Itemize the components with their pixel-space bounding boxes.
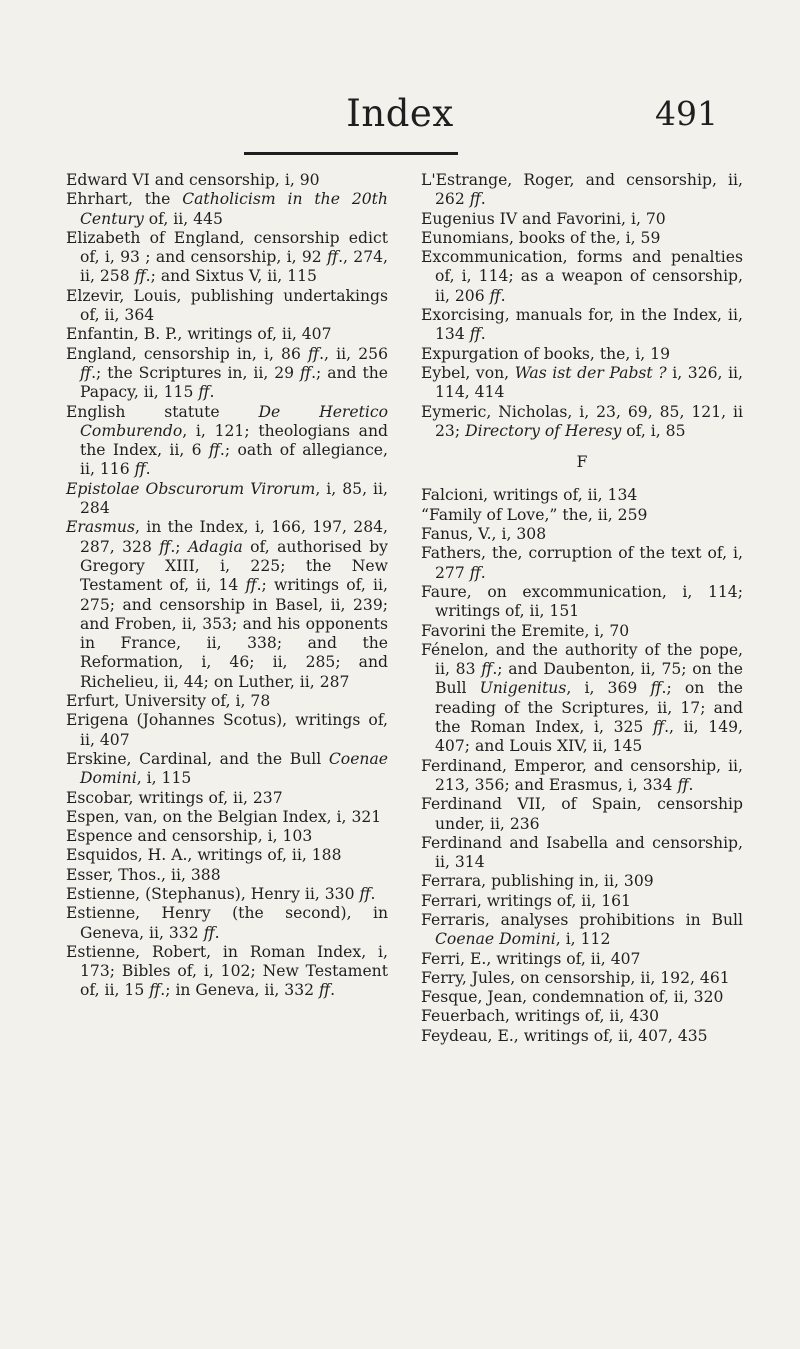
index-entry: Falcioni, writings of, ii, 134 — [421, 486, 638, 505]
index-entry: Fesque, Jean, condemnation of, ii, 320 — [421, 988, 724, 1007]
index-entry: Fathers, the, corruption of the text of, i, 277 ff. — [421, 544, 743, 582]
right-entries-e — [421, 171, 743, 441]
index-entry: Esquidos, H. A., writings of, ii, 188 — [66, 846, 342, 865]
page-title: Index — [346, 92, 454, 135]
index-entry: Ferraris, analyses prohibitions in Bull Coenae Domini, i, 112 — [421, 910, 743, 949]
page-header — [0, 92, 800, 152]
index-entry: Estienne, (Stephanus), Henry ii, 330 ff. — [66, 884, 376, 903]
index-entry: Eunomians, books of the, i, 59 — [421, 228, 661, 247]
index-entry: Ferri, E., writings of, ii, 407 — [421, 949, 641, 968]
index-entry: Feuerbach, writings of, ii, 430 — [421, 1007, 660, 1026]
index-entry: Erskine, Cardinal, and the Bull Coenae Domini, i, 115 — [66, 749, 388, 788]
index-entry: Epistolae Obscurorum Virorum, i, 85, ii, 284 — [66, 479, 388, 518]
index-entry: Eybel, von, Was ist der Pabst ? i, 326, ii, 114, 414 — [421, 363, 744, 402]
index-entry: Ferdinand and Isabella and censorship, ii, 314 — [421, 833, 743, 872]
index-entry: English statute De Heretico Comburendo, i, 121; theologians and the Index, ii, 6 ff.; oath of allegiance, ii, 116 ff. — [66, 402, 388, 479]
index-entry: Ferrara, publishing in, ii, 309 — [421, 872, 654, 891]
index-entry: Erigena (Johannes Scotus), writings of, ii, 407 — [66, 711, 388, 749]
index-entry: Ferdinand VII, of Spain, censorship under, ii, 236 — [421, 795, 743, 833]
index-entry: Escobar, writings of, ii, 237 — [66, 788, 283, 807]
index-entry: Feydeau, E., writings of, ii, 407, 435 — [421, 1026, 708, 1045]
index-entry: Expurgation of books, the, i, 19 — [421, 344, 671, 363]
right-entries-f — [421, 486, 743, 1046]
index-entry: Exorcising, manuals for, in the Index, ii, 134 ff. — [421, 306, 743, 344]
index-entry: Eymeric, Nicholas, i, 23, 69, 85, 121, ii 23; Directory of Heresy of, i, 85 — [421, 402, 743, 440]
page-number: 491 — [655, 94, 718, 133]
index-entry: Fanus, V., i, 308 — [421, 525, 547, 544]
index-entry: Espence and censorship, i, 103 — [66, 827, 313, 846]
index-entry: Erasmus, in the Index, i, 166, 197, 284, 287, 328 ff.; Adagia of, authorised by Gregory XIII, i, 225; the New Testament of, ii, 14 ff.; writings of, ii, 275; and censorship in Basel, ii, 239; and Froben, ii, 353; and his opponents in France, ii, 338; and the Reformation, i, 46; ii, 285; and Richelieu, ii, 44; on Luther, ii, 287 — [66, 518, 388, 691]
index-entry: Excommunication, forms and penalties of, i, 114; as a weapon of censorship, ii, 206 ff. — [421, 248, 743, 305]
index-entry: Elzevir, Louis, publishing undertakings of, ii, 364 — [66, 286, 388, 325]
index-entry: Ferdinand, Emperor, and censorship, ii, 213, 356; and Erasmus, i, 334 ff. — [421, 756, 743, 794]
index-entry: Fénelon, and the authority of the pope, ii, 83 ff.; and Daubenton, ii, 75; on the Bull Unigenitus, i, 369 ff.; on the reading of the Scriptures, ii, 17; and the Roman Index, i, 325 ff., ii, 149, 407; and Louis XIV, ii, 145 — [421, 640, 744, 756]
section-letter: F — [576, 453, 588, 472]
right-index-column — [421, 171, 743, 1046]
index-entry: Esser, Thos., ii, 388 — [66, 865, 221, 884]
index-entry: Erfurt, University of, i, 78 — [66, 692, 271, 711]
index-entry: Estienne, Henry (the second), in Geneva, ii, 332 ff. — [66, 904, 388, 942]
index-entry: Enfantin, B. P., writings of, ii, 407 — [66, 325, 332, 344]
index-entry: Ferry, Jules, on censorship, ii, 192, 461 — [421, 968, 730, 987]
index-entry: Edward VI and censorship, i, 90 — [66, 171, 320, 189]
index-entry: Estienne, Robert, in Roman Index, i, 173; Bibles of, i, 102; New Testament of, ii, 15 ff.; in Geneva, ii, 332 ff. — [66, 942, 388, 1000]
index-entry: Elizabeth of England, censorship edict of, i, 93 ; and censorship, i, 92 ff., 274, ii, 258 ff.; and Sixtus V, ii, 115 — [66, 228, 389, 286]
index-entry: Faure, on excommunication, i, 114; writings of, ii, 151 — [421, 582, 743, 621]
index-entry: Ehrhart, the Catholicism in the 20th Century of, ii, 445 — [66, 190, 388, 228]
header-rule — [244, 152, 458, 155]
index-entry: “Family of Love,” the, ii, 259 — [421, 505, 648, 524]
left-index-column — [66, 171, 388, 1001]
index-entry: Eugenius IV and Favorini, i, 70 — [421, 209, 666, 228]
index-entry: Ferrari, writings of, ii, 161 — [421, 891, 631, 910]
index-entry: England, censorship in, i, 86 ff., ii, 256 ff.; the Scriptures in, ii, 29 ff.; and the Papacy, ii, 115 ff. — [66, 344, 388, 402]
index-entry: Favorini the Eremite, i, 70 — [421, 621, 630, 640]
index-entry: Espen, van, on the Belgian Index, i, 321 — [66, 807, 382, 826]
index-entry: L'Estrange, Roger, and censorship, ii, 262 ff. — [421, 171, 743, 209]
